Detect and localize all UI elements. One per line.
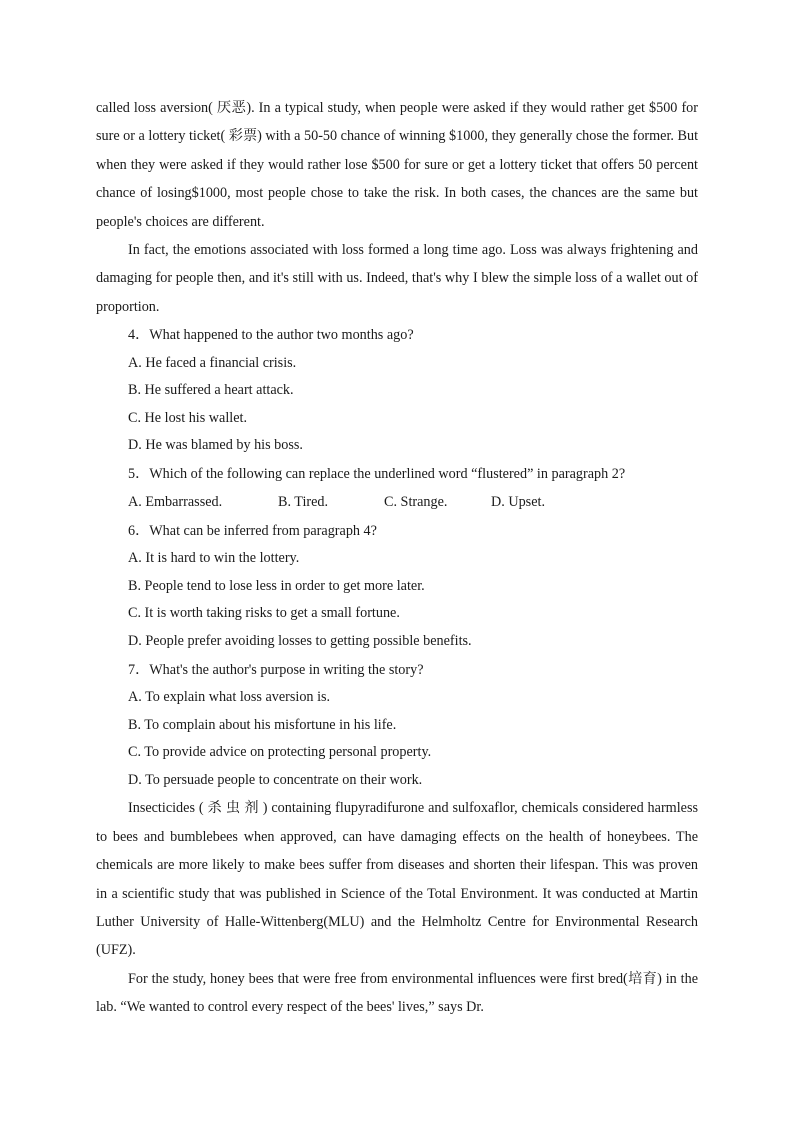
question-6-stem: 6．What can be inferred from paragraph 4?: [128, 522, 377, 539]
question-7-option-d: D. To persuade people to concentrate on their work.: [128, 771, 423, 788]
question-7-option-a: A. To explain what loss aversion is.: [128, 688, 331, 705]
question-6-option-c: C. It is worth taking risks to get a small fortune.: [128, 605, 400, 622]
question-5-option-b: B. Tired.: [278, 494, 329, 511]
question-7-option-b: B. To complain about his misfortune in his life.: [128, 716, 397, 733]
question-5-stem: 5．Which of the following can replace the underlined word “flustered” in paragraph 2?: [128, 466, 626, 483]
passage1-paragraph-last: In fact, the emotions associated with loss formed a long time ago. Loss was always frightening and damaging for people then, and it's still with us. Indeed, that's why I blew the simple loss of a wallet out of proportion.: [96, 242, 698, 315]
document-page: [96, 94, 698, 1022]
question-5-option-a: A. Embarrassed.: [128, 494, 223, 511]
question-6-option-a: A. It is hard to win the lottery.: [128, 550, 300, 567]
question-4-option-d: D. He was blamed by his boss.: [128, 437, 303, 454]
question-4-option-a: A. He faced a financial crisis.: [128, 354, 297, 371]
question-6-option-d: D. People prefer avoiding losses to getting possible benefits.: [128, 632, 472, 649]
question-4-option-c: C. He lost his wallet.: [128, 409, 248, 426]
question-7-option-c: C. To provide advice on protecting personal property.: [128, 744, 432, 761]
passage2-paragraph-2: For the study, honey bees that were free from environmental influences were first bred(培育) in the lab. “We wanted to control every respect of the bees' lives,” says Dr.: [96, 970, 698, 1016]
question-7-stem: 7．What's the author's purpose in writing the story?: [128, 661, 424, 678]
question-4-option-b: B. He suffered a heart attack.: [128, 382, 294, 399]
question-5-option-c: C. Strange.: [384, 494, 448, 511]
question-4-stem: 4．What happened to the author two months ago?: [128, 327, 414, 344]
question-5-options: [96, 488, 698, 516]
question-5-option-d: D. Upset.: [491, 494, 545, 511]
passage1-paragraph-continued: called loss aversion( 厌恶). In a typical study, when people were asked if they would rather get $500 for sure or a lottery ticket( 彩票) with a 50-50 chance of winning $1000, they generally chose the former. But when they were asked if they would rather lose $500 for sure or get a lottery ticket that offers 50 percent chance of losing$1000, most people chose to take the risk. In both cases, the chances are the same but people's choices are different.: [96, 100, 699, 230]
passage2-paragraph-1: Insecticides ( 杀 虫 剂 ) containing flupyradifurone and sulfoxaflor, chemicals considered harmless to bees and bumblebees when approved, can have damaging effects on the health of honeybees. The chemicals are more likely to make bees suffer from diseases and shorten their lifespan. This was proven in a scientific study that was published in Science of the Total Environment. It was conducted at Martin Luther University of Halle-Wittenberg(MLU) and the Helmholtz Centre for Environmental Research (UFZ).: [96, 800, 698, 959]
question-6-option-b: B. People tend to lose less in order to get more later.: [128, 577, 425, 594]
